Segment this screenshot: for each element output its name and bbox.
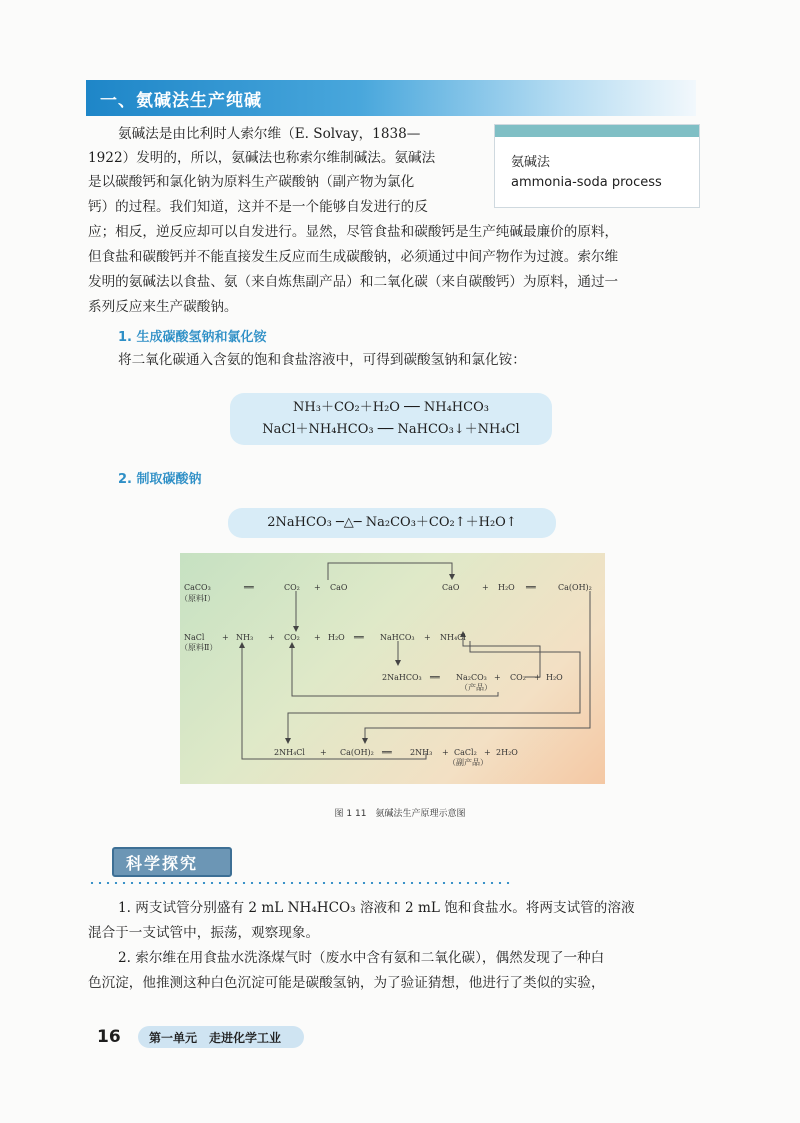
section-banner (86, 80, 696, 116)
dg-nacl: NaCl (184, 633, 205, 642)
inquiry-title: 科学探究 (126, 854, 199, 873)
glossary-term-zh: 氨碱法 (511, 155, 551, 170)
dg-r2-co2: CO₂ (284, 633, 300, 642)
intro-line-8: 系列反应来生产碳酸钠。 (88, 299, 238, 315)
step1-heading: 1. 生成碳酸氢钠和氯化铵 (118, 330, 267, 345)
intro-line-1: 氨碱法是由比利时人索尔维（E. Solvay，1838— (118, 126, 421, 142)
dg-r3-lhs: 2NaHCO₃ (382, 673, 422, 682)
dg-r4-h2o: 2H₂O (496, 748, 518, 757)
dg-r2-h2o: H₂O (328, 633, 345, 642)
dg-r4-plus1: + (320, 748, 327, 757)
dg-r3-co2: CO₂ (510, 673, 526, 682)
process-diagram-svg (180, 553, 605, 784)
arrow-co2-recycle (463, 632, 540, 677)
dg-r4-nh4cl: 2NH₄Cl (274, 748, 305, 757)
dg-r2-nh4cl: NH₄Cl (440, 633, 466, 642)
process-diagram (180, 553, 605, 784)
dotted-divider (88, 882, 512, 884)
dg-r2-nh3: NH₃ (236, 633, 254, 642)
dg-caco3: CaCO₃ (184, 583, 211, 592)
dg-r4-caoh2: Ca(OH)₂ (340, 748, 374, 757)
dg-r4-eq: ══ (382, 748, 392, 757)
dg-r3-na2co3: Na₂CO₃ (456, 673, 487, 682)
step2-heading: 2. 制取碳酸钠 (118, 472, 202, 487)
dg-r1-eq1: ══ (244, 583, 254, 592)
dg-r4-byproduct: （副产品） (448, 758, 488, 767)
dg-r4-cacl2: CaCl₂ (454, 748, 477, 757)
dg-r1-eq2: ══ (526, 583, 536, 592)
figure-caption: 图 1 11 氨碱法生产原理示意图 (334, 809, 466, 819)
unit-label (138, 1026, 304, 1048)
dg-raw1: （原料Ⅰ） (180, 594, 216, 603)
dg-r3-plus2: + (534, 673, 541, 682)
dg-raw2: （原料Ⅱ） (180, 643, 218, 652)
intro-line-2: 1922）发明的，所以，氨碱法也称索尔维制碱法。氨碱法 (88, 150, 436, 166)
dg-r2-nahco3: NaHCO₃ (380, 633, 415, 642)
arrow-caoh2-loop (365, 591, 590, 743)
dg-r1-caoh2: Ca(OH)₂ (558, 583, 592, 592)
section-title: 一、氨碱法生产纯碱 (100, 91, 262, 111)
dg-r4-nh3: 2NH₃ (410, 748, 433, 757)
equation-box-1 (230, 393, 552, 445)
dg-r1-plus2: + (482, 583, 489, 592)
equation-1a: NH₃＋CO₂＋H₂O ── NH₄HCO₃ (293, 400, 489, 415)
equation-2: 2NaHCO₃ ─△─ Na₂CO₃＋CO₂↑＋H₂O↑ (267, 515, 517, 530)
glossary-term-en: ammonia-soda process (511, 175, 662, 190)
dg-r4-plus3: + (484, 748, 491, 757)
glossary-header-bar (495, 125, 699, 137)
equation-box-2 (228, 508, 556, 538)
dg-r4-plus2: + (442, 748, 449, 757)
step1-text: 将二氧化碳通入含氨的饱和食盐溶液中，可得到碳酸氢钠和氯化铵： (118, 352, 526, 368)
dg-r2-eq: ══ (354, 633, 364, 642)
dg-r1-h2o: H₂O (498, 583, 515, 592)
dg-r3-plus1: + (494, 673, 501, 682)
dg-r1-cao2: CaO (442, 583, 460, 592)
dg-r3-h2o: H₂O (546, 673, 563, 682)
equation-1b: NaCl＋NH₄HCO₃ ── NaHCO₃↓＋NH₄Cl (262, 422, 520, 437)
intro-line-5: 应；相反，逆反应却可以自发进行。显然，尽管食盐和碳酸钙是生产纯碱最廉价的原料， (88, 224, 619, 240)
intro-line-6: 但食盐和碳酸钙并不能直接发生反应而生成碳酸钠，必须通过中间产物作为过渡。索尔维 (88, 249, 619, 265)
dg-r3-eq: ══ (430, 673, 440, 682)
dg-r1-co2: CO₂ (284, 583, 300, 592)
intro-line-7: 发明的氨碱法以食盐、氨（来自炼焦副产品）和二氧化碳（来自碳酸钙）为原料，通过一 (88, 274, 619, 290)
dg-r2-plus2: + (268, 633, 275, 642)
inquiry-p1-line1: 1. 两支试管分别盛有 2 mL NH₄HCO₃ 溶液和 2 mL 饱和食盐水。将两支试管的溶液 (118, 900, 635, 916)
intro-line-3: 是以碳酸钙和氯化钠为原料生产碳酸钠（副产物为氯化 (88, 174, 415, 190)
dg-r3-product: （产品） (460, 683, 492, 692)
unit-label-text: 第一单元 走进化学工业 (149, 1031, 282, 1045)
dg-r2-plus1: + (222, 633, 229, 642)
glossary-box (494, 124, 700, 208)
inquiry-p2-line2: 色沉淀，他推测这种白色沉淀可能是碳酸氢钠，为了验证猜想，他进行了类似的实验， (88, 975, 605, 991)
dg-r1-cao: CaO (330, 583, 348, 592)
inquiry-p1-line2: 混合于一支试管中，振荡，观察现象。 (88, 925, 320, 941)
intro-line-4: 钙）的过程。我们知道，这并不是一个能够自发进行的反 (88, 199, 428, 215)
page-number: 16 (97, 1027, 121, 1047)
dg-r2-plus4: + (424, 633, 431, 642)
arrow-cao-loop (328, 563, 452, 580)
inquiry-p2-line1: 2. 索尔维在用食盐水洗涤煤气时（废水中含有氨和二氧化碳），偶然发现了一种白 (118, 950, 605, 966)
dg-r1-plus1: + (314, 583, 321, 592)
dg-r2-plus3: + (314, 633, 321, 642)
inquiry-label (112, 847, 232, 877)
